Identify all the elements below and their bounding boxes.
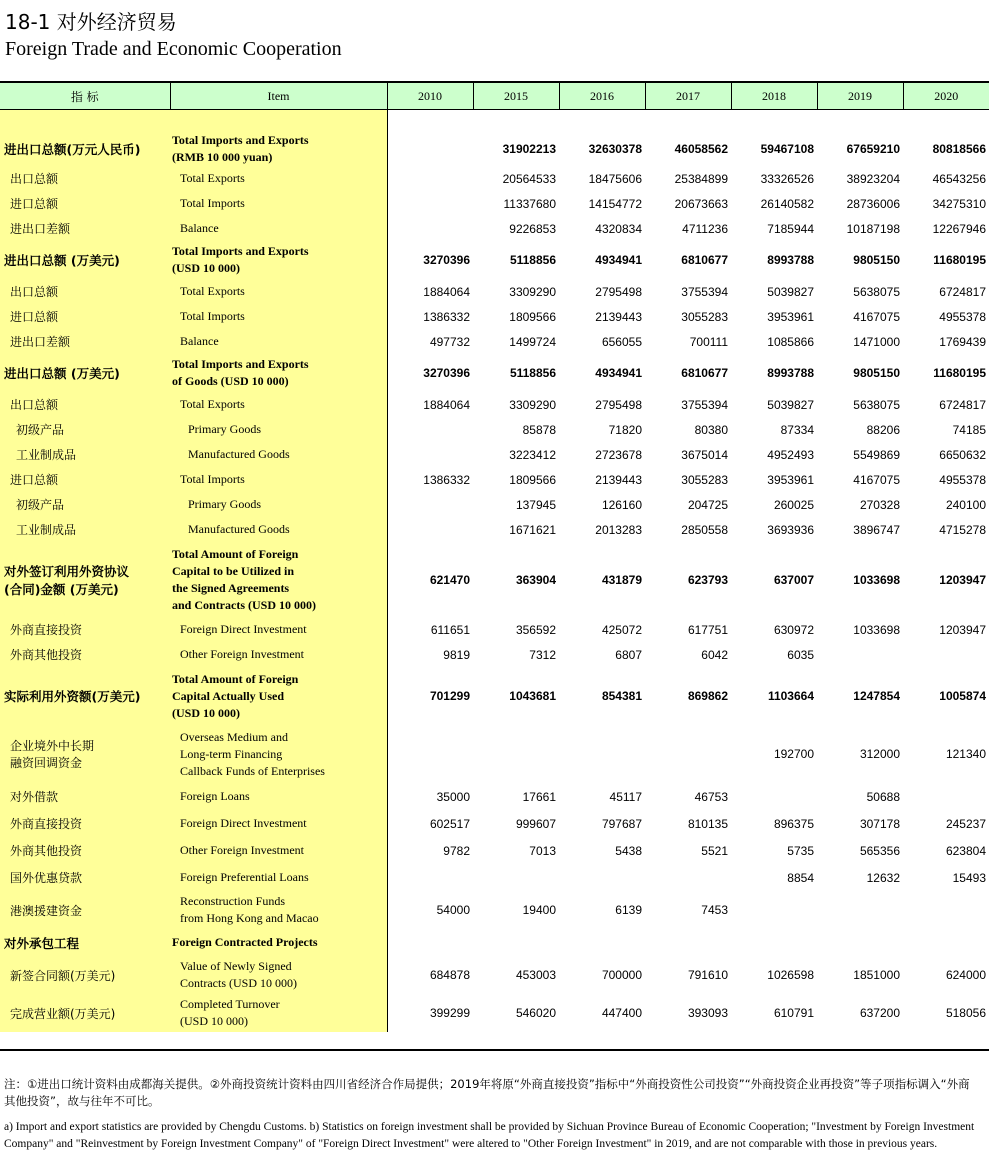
table-row <box>0 517 989 542</box>
row-label-cn: 进出口差额 <box>0 216 170 241</box>
trade-table <box>0 83 989 1032</box>
value-cell: 19400 <box>522 903 556 917</box>
value-cell: 3270396 <box>423 366 470 380</box>
value-cell <box>645 929 731 956</box>
row-label-cn: 进出口总额 (万美元) <box>0 354 170 392</box>
table-row <box>0 166 989 191</box>
value-cell <box>387 517 473 542</box>
value-cell: 700000 <box>601 968 642 982</box>
value-cell: 4715278 <box>939 522 986 537</box>
value-cell: 797687 <box>601 816 642 831</box>
value-cell: 1809566 <box>509 309 556 324</box>
notes-cn: 注：①进出口统计资料由成都海关提供。②外商投资统计资料由四川省经济合作局提供；2019年将原“外商直接投资”指标中“外商投资性公司投资”“外商投资企业再投资”等子项指标调入“外商其他投资”，故与往年不可比。 <box>4 1077 970 1108</box>
value-cell: 3055283 <box>681 472 728 487</box>
value-cell: 9226853 <box>509 221 556 236</box>
value-cell: 399299 <box>429 1006 470 1020</box>
value-cell <box>387 417 473 442</box>
value-cell <box>817 642 903 667</box>
value-cell: 363904 <box>515 572 556 587</box>
value-cell: 192700 <box>773 747 814 761</box>
row-label-cn: 进口总额 <box>0 304 170 329</box>
table-row <box>0 492 989 517</box>
value-cell: 791610 <box>687 968 728 982</box>
value-cell: 71820 <box>608 422 642 437</box>
value-cell <box>903 642 989 667</box>
value-cell: 10187198 <box>846 221 900 236</box>
row-label-cn: 实际利用外资额(万美元) <box>0 667 170 725</box>
value-cell <box>817 929 903 956</box>
value-cell: 624000 <box>945 968 986 982</box>
value-cell: 12267946 <box>932 221 986 236</box>
value-cell: 1884064 <box>423 284 470 299</box>
value-cell: 6724817 <box>939 397 986 412</box>
value-cell: 1769439 <box>939 334 986 349</box>
value-cell: 8993788 <box>767 253 814 267</box>
value-cell: 2723678 <box>595 447 642 462</box>
value-cell: 3223412 <box>509 447 556 462</box>
value-cell: 6724817 <box>939 284 986 299</box>
value-cell: 1471000 <box>853 334 900 349</box>
row-label-en: Other Foreign Investment <box>170 642 387 667</box>
value-cell: 431879 <box>601 572 642 587</box>
value-cell: 3270396 <box>423 253 470 267</box>
value-cell: 5735 <box>787 843 814 858</box>
value-cell: 656055 <box>601 334 642 349</box>
value-cell: 4934941 <box>595 253 642 267</box>
value-cell: 623804 <box>945 843 986 858</box>
value-cell <box>559 864 645 891</box>
row-label-en: Total Imports and Exports of Goods (USD 10 000) <box>170 354 387 392</box>
value-cell: 3953961 <box>767 309 814 324</box>
value-cell: 17661 <box>522 789 556 804</box>
value-cell: 999607 <box>515 816 556 831</box>
row-label-cn: 进出口总额 (万美元) <box>0 241 170 279</box>
row-label-cn: 进出口总额(万元人民币) <box>0 110 170 167</box>
value-cell: 74185 <box>952 422 986 437</box>
value-cell <box>903 891 989 929</box>
value-cell: 18475606 <box>588 171 642 186</box>
value-cell <box>387 442 473 467</box>
value-cell: 80818566 <box>932 142 986 156</box>
value-cell: 701299 <box>429 689 470 703</box>
row-label-en: Foreign Direct Investment <box>170 810 387 837</box>
value-cell: 356592 <box>515 622 556 637</box>
value-cell: 270328 <box>859 497 900 512</box>
row-label-en: Total Amount of Foreign Capital to be Utilized in the Signed Agreements and Contracts (USD 10 000) <box>170 542 387 617</box>
row-label-cn: 外商直接投资 <box>0 810 170 837</box>
header-year: 2016 <box>559 83 645 110</box>
row-label-en: Foreign Loans <box>170 783 387 810</box>
value-cell: 12632 <box>866 870 900 885</box>
value-cell <box>387 216 473 241</box>
value-cell: 11680195 <box>933 253 986 267</box>
value-cell: 7453 <box>701 903 728 917</box>
value-cell: 3309290 <box>509 284 556 299</box>
value-cell: 637200 <box>859 1006 900 1020</box>
value-cell: 1203947 <box>939 622 986 637</box>
value-cell: 610791 <box>773 1006 814 1020</box>
value-cell: 67659210 <box>846 142 900 156</box>
row-label-en: Value of Newly Signed Contracts (USD 10 000) <box>170 956 387 994</box>
value-cell: 5549869 <box>853 447 900 462</box>
value-cell: 8993788 <box>767 366 814 380</box>
value-cell: 7185944 <box>767 221 814 236</box>
value-cell: 88206 <box>866 422 900 437</box>
value-cell: 810135 <box>687 816 728 831</box>
value-cell: 3675014 <box>681 447 728 462</box>
value-cell: 4711236 <box>682 221 728 236</box>
value-cell: 1033698 <box>853 622 900 637</box>
table-row <box>0 929 989 956</box>
value-cell: 453003 <box>515 968 556 982</box>
notes-en: a) Import and export statistics are provided by Chengdu Customs. b) Statistics on foreign investment shall be provided by Sichuan Province Bureau of Economic Cooperation; "Investment by Foreign Investment Company" and "Reinvestment by Foreign Investment Company" of "Foreign Direct Investment" were altered to "Other Foreign Investment" in 2019, and are not comparable with those in previous years. <box>4 1121 975 1150</box>
table-row <box>0 392 989 417</box>
value-cell: 6042 <box>701 647 728 662</box>
value-cell: 9782 <box>443 843 470 858</box>
row-label-cn: 新签合同额(万美元) <box>0 956 170 994</box>
value-cell: 2795498 <box>595 284 642 299</box>
value-cell: 1386332 <box>423 309 470 324</box>
row-label-cn: 进口总额 <box>0 191 170 216</box>
value-cell: 38923204 <box>846 171 900 186</box>
value-cell: 4167075 <box>853 472 900 487</box>
value-cell <box>387 929 473 956</box>
row-label-en: Reconstruction Funds from Hong Kong and Macao <box>170 891 387 929</box>
value-cell: 32630378 <box>588 142 642 156</box>
value-cell: 25384899 <box>674 171 728 186</box>
value-cell: 59467108 <box>760 142 814 156</box>
value-cell <box>731 783 817 810</box>
table-row <box>0 994 989 1032</box>
table-row <box>0 110 989 167</box>
value-cell: 3055283 <box>681 309 728 324</box>
value-cell: 3896747 <box>853 522 900 537</box>
value-cell: 204725 <box>687 497 728 512</box>
value-cell: 45117 <box>609 789 642 804</box>
page-title-cn: 18-1 对外经济贸易 <box>5 10 177 34</box>
value-cell: 5638075 <box>853 397 900 412</box>
row-label-cn: 工业制成品 <box>0 517 170 542</box>
value-cell: 1103664 <box>767 689 814 703</box>
value-cell <box>903 929 989 956</box>
row-label-en: Total Amount of Foreign Capital Actually Used (USD 10 000) <box>170 667 387 725</box>
value-cell: 5638075 <box>853 284 900 299</box>
header-year: 2017 <box>645 83 731 110</box>
table-row <box>0 304 989 329</box>
row-label-en: Primary Goods <box>170 417 387 442</box>
row-label-en: Total Imports <box>170 191 387 216</box>
row-label-en: Primary Goods <box>170 492 387 517</box>
row-label-en: Completed Turnover (USD 10 000) <box>170 994 387 1032</box>
value-cell: 5118856 <box>509 366 556 380</box>
row-label-en: Foreign Contracted Projects <box>170 929 387 956</box>
value-cell: 1203947 <box>939 572 986 587</box>
value-cell: 50688 <box>866 789 900 804</box>
table-row <box>0 667 989 725</box>
row-label-en: Manufactured Goods <box>170 442 387 467</box>
table-row <box>0 354 989 392</box>
value-cell: 425072 <box>601 622 642 637</box>
value-cell: 1809566 <box>509 472 556 487</box>
value-cell: 630972 <box>773 622 814 637</box>
row-label-cn: 进出口差额 <box>0 329 170 354</box>
row-label-cn: 对外承包工程 <box>0 929 170 956</box>
table-row <box>0 725 989 783</box>
row-label-en: Total Imports <box>170 467 387 492</box>
header-en: Item <box>170 83 387 110</box>
row-label-cn: 出口总额 <box>0 279 170 304</box>
value-cell: 1851000 <box>853 968 900 982</box>
value-cell: 1005874 <box>939 689 986 703</box>
table-row <box>0 241 989 279</box>
value-cell: 637007 <box>773 572 814 587</box>
table-row <box>0 442 989 467</box>
value-cell: 3755394 <box>681 397 728 412</box>
value-cell: 2139443 <box>595 472 642 487</box>
value-cell: 2139443 <box>595 309 642 324</box>
row-label-cn: 初级产品 <box>0 492 170 517</box>
value-cell: 85878 <box>522 422 556 437</box>
value-cell: 2795498 <box>595 397 642 412</box>
value-cell <box>387 166 473 191</box>
value-cell: 54000 <box>436 903 470 917</box>
value-cell: 7312 <box>529 647 556 662</box>
value-cell: 1026598 <box>767 968 814 982</box>
value-cell: 5039827 <box>767 397 814 412</box>
value-cell: 5438 <box>615 843 642 858</box>
value-cell: 46543256 <box>932 171 986 186</box>
value-cell <box>645 725 731 783</box>
row-label-cn: 完成营业额(万美元) <box>0 994 170 1032</box>
row-label-cn: 对外签订利用外资协议 (合同)金额 (万美元) <box>0 542 170 617</box>
value-cell: 2013283 <box>595 522 642 537</box>
header-year: 2018 <box>731 83 817 110</box>
value-cell: 3755394 <box>681 284 728 299</box>
value-cell: 1085866 <box>767 334 814 349</box>
table-row <box>0 467 989 492</box>
value-cell: 602517 <box>429 816 470 831</box>
row-label-en: Overseas Medium and Long-term Financing Callback Funds of Enterprises <box>170 725 387 783</box>
table-row <box>0 783 989 810</box>
table-row <box>0 617 989 642</box>
table-row <box>0 329 989 354</box>
row-label-cn: 企业境外中长期 融资回调资金 <box>0 725 170 783</box>
value-cell <box>387 725 473 783</box>
value-cell: 9805150 <box>853 253 900 267</box>
value-cell: 9805150 <box>853 366 900 380</box>
value-cell: 621470 <box>429 572 470 587</box>
row-label-cn: 港澳援建资金 <box>0 891 170 929</box>
table-row <box>0 542 989 617</box>
value-cell <box>473 929 559 956</box>
row-label-cn: 出口总额 <box>0 392 170 417</box>
value-cell: 1247854 <box>853 689 900 703</box>
table-row <box>0 837 989 864</box>
value-cell: 4952493 <box>767 447 814 462</box>
value-cell: 3693936 <box>767 522 814 537</box>
value-cell: 2850558 <box>681 522 728 537</box>
value-cell: 6810677 <box>681 366 728 380</box>
table-row <box>0 191 989 216</box>
header-cn: 指 标 <box>0 83 170 110</box>
value-cell: 4320834 <box>595 221 642 236</box>
table-row <box>0 810 989 837</box>
value-cell: 6139 <box>615 903 642 917</box>
value-cell: 28736006 <box>846 196 900 211</box>
header-year: 2019 <box>817 83 903 110</box>
table-row <box>0 279 989 304</box>
value-cell <box>645 864 731 891</box>
value-cell: 854381 <box>601 689 642 703</box>
row-label-cn: 外商直接投资 <box>0 617 170 642</box>
value-cell: 518056 <box>945 1006 986 1020</box>
value-cell: 26140582 <box>760 196 814 211</box>
page-title-en: Foreign Trade and Economic Cooperation <box>5 38 342 60</box>
value-cell: 87334 <box>780 422 814 437</box>
row-label-en: Manufactured Goods <box>170 517 387 542</box>
value-cell: 20673663 <box>674 196 728 211</box>
value-cell: 15493 <box>952 870 986 885</box>
table-body <box>0 110 989 1033</box>
value-cell: 9819 <box>443 647 470 662</box>
value-cell <box>387 110 473 167</box>
bottom-rule <box>0 1049 989 1051</box>
row-label-en: Foreign Direct Investment <box>170 617 387 642</box>
value-cell <box>559 929 645 956</box>
value-cell: 46753 <box>694 789 728 804</box>
value-cell: 312000 <box>859 747 900 761</box>
row-label-cn: 国外优惠贷款 <box>0 864 170 891</box>
value-cell: 137945 <box>515 497 556 512</box>
value-cell: 5118856 <box>509 253 556 267</box>
row-label-cn: 出口总额 <box>0 166 170 191</box>
row-label-cn: 外商其他投资 <box>0 642 170 667</box>
row-label-cn: 初级产品 <box>0 417 170 442</box>
value-cell: 3309290 <box>509 397 556 412</box>
value-cell: 14154772 <box>588 196 642 211</box>
value-cell <box>387 191 473 216</box>
value-cell: 80380 <box>694 422 728 437</box>
table-row <box>0 216 989 241</box>
value-cell: 11680195 <box>933 366 986 380</box>
value-cell <box>387 492 473 517</box>
value-cell: 611651 <box>430 622 470 637</box>
value-cell: 4955378 <box>939 472 986 487</box>
value-cell: 8854 <box>787 870 814 885</box>
value-cell: 121340 <box>945 747 986 761</box>
row-label-en: Balance <box>170 329 387 354</box>
value-cell: 11337680 <box>503 196 556 211</box>
value-cell: 6035 <box>787 647 814 662</box>
value-cell <box>817 891 903 929</box>
value-cell: 393093 <box>687 1006 728 1020</box>
value-cell: 623793 <box>687 572 728 587</box>
value-cell: 31902213 <box>502 142 556 156</box>
value-cell: 1033698 <box>853 572 900 587</box>
value-cell: 5521 <box>701 843 728 858</box>
row-label-en: Total Exports <box>170 392 387 417</box>
row-label-en: Total Imports <box>170 304 387 329</box>
row-label-en: Balance <box>170 216 387 241</box>
table-row <box>0 956 989 994</box>
value-cell: 6650632 <box>939 447 986 462</box>
value-cell: 240100 <box>945 497 986 512</box>
value-cell: 35000 <box>436 789 470 804</box>
value-cell <box>731 891 817 929</box>
header-year: 2015 <box>473 83 559 110</box>
value-cell: 4934941 <box>595 366 642 380</box>
value-cell <box>473 864 559 891</box>
value-cell: 497732 <box>429 334 470 349</box>
row-label-en: Total Imports and Exports (RMB 10 000 yuan) <box>170 110 387 167</box>
header-row <box>0 83 989 110</box>
value-cell: 3953961 <box>767 472 814 487</box>
value-cell: 1884064 <box>423 397 470 412</box>
table-row <box>0 891 989 929</box>
value-cell: 6807 <box>615 647 642 662</box>
row-label-cn: 进口总额 <box>0 467 170 492</box>
value-cell: 4167075 <box>853 309 900 324</box>
value-cell: 245237 <box>945 816 986 831</box>
header-year: 2010 <box>387 83 473 110</box>
value-cell: 546020 <box>515 1006 556 1020</box>
row-label-en: Other Foreign Investment <box>170 837 387 864</box>
value-cell: 5039827 <box>767 284 814 299</box>
row-label-cn: 工业制成品 <box>0 442 170 467</box>
value-cell: 565356 <box>859 843 900 858</box>
value-cell: 1386332 <box>423 472 470 487</box>
value-cell: 7013 <box>529 843 556 858</box>
row-label-en: Foreign Preferential Loans <box>170 864 387 891</box>
value-cell <box>731 929 817 956</box>
value-cell: 307178 <box>859 816 900 831</box>
table-row <box>0 642 989 667</box>
row-label-cn: 对外借款 <box>0 783 170 810</box>
value-cell: 20564533 <box>502 171 556 186</box>
value-cell: 1671621 <box>509 522 556 537</box>
header-year: 2020 <box>903 83 989 110</box>
value-cell: 896375 <box>773 816 814 831</box>
row-label-en: Total Exports <box>170 166 387 191</box>
row-label-cn: 外商其他投资 <box>0 837 170 864</box>
value-cell: 1043681 <box>509 689 556 703</box>
value-cell <box>473 725 559 783</box>
value-cell: 33326526 <box>760 171 814 186</box>
value-cell: 126160 <box>601 497 642 512</box>
value-cell: 1499724 <box>509 334 556 349</box>
value-cell: 700111 <box>689 334 728 349</box>
value-cell <box>387 864 473 891</box>
value-cell: 617751 <box>687 622 728 637</box>
row-label-en: Total Exports <box>170 279 387 304</box>
table-row <box>0 864 989 891</box>
value-cell: 34275310 <box>932 196 986 211</box>
table-row <box>0 417 989 442</box>
row-label-en: Total Imports and Exports (USD 10 000) <box>170 241 387 279</box>
value-cell <box>903 783 989 810</box>
value-cell: 6810677 <box>681 253 728 267</box>
value-cell: 260025 <box>773 497 814 512</box>
value-cell: 4955378 <box>939 309 986 324</box>
value-cell <box>559 725 645 783</box>
value-cell: 684878 <box>429 968 470 982</box>
value-cell: 869862 <box>687 689 728 703</box>
value-cell: 46058562 <box>674 142 728 156</box>
value-cell: 447400 <box>601 1006 642 1020</box>
